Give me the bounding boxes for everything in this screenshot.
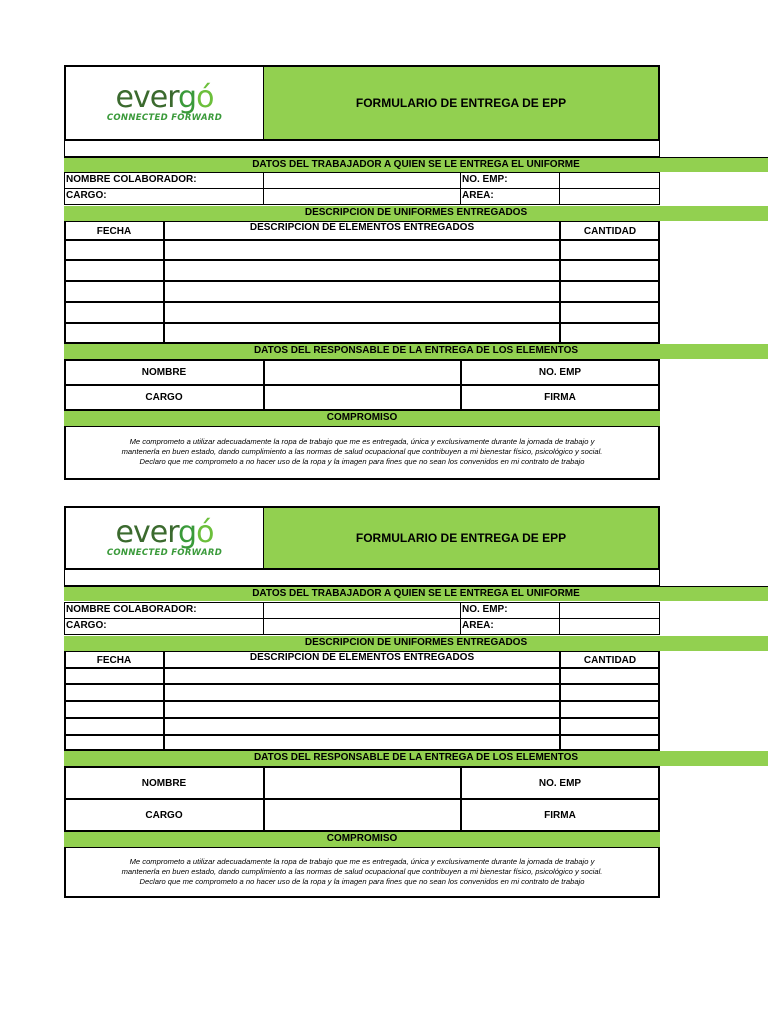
resp-firma-label: FIRMA (544, 392, 576, 403)
logo-tagline: CONNECTED FORWARD (106, 113, 223, 123)
epp-form-2 (64, 506, 660, 898)
evergo-logo (66, 508, 263, 568)
uniform-section-header: DESCRIPCION DE UNIFORMES ENTREGADOS (64, 206, 768, 221)
compromiso-header: COMPROMISO (64, 411, 660, 426)
compromiso-header: COMPROMISO (64, 832, 660, 847)
table-row[interactable] (64, 324, 660, 343)
nombre-colaborador-label: NOMBRE COLABORADOR: (64, 172, 264, 189)
compromiso-line: Me comprometo a utilizar adecuadamente la ropa de trabajo que me es entregada, única y exclusivamente durante la jornada de trabajo y (129, 437, 595, 446)
form-title: FORMULARIO DE ENTREGA DE EPP (263, 506, 660, 570)
compromiso-box (64, 426, 660, 480)
resp-no-emp-label: NO. EMP (538, 367, 582, 378)
no-emp-field[interactable] (559, 172, 660, 189)
table-row[interactable] (64, 303, 660, 322)
resp-nombre-label: NOMBRE (141, 777, 187, 789)
evergo-logo (66, 67, 263, 139)
col-cantidad-header: CANTIDAD (583, 225, 637, 237)
spacer-row (64, 141, 660, 157)
cargo-field[interactable] (263, 188, 461, 205)
table-row[interactable] (64, 719, 660, 734)
area-field[interactable] (559, 188, 660, 205)
table-row[interactable] (64, 261, 660, 280)
resp-nombre-field[interactable] (265, 361, 460, 384)
resp-firma-label: FIRMA (544, 809, 576, 821)
resp-nombre-field[interactable] (265, 768, 460, 798)
logo-tagline: CONNECTED FORWARD (106, 548, 223, 558)
cargo-field[interactable] (263, 618, 461, 635)
logo-cell (64, 506, 264, 570)
cargo-label: CARGO: (64, 618, 264, 635)
worker-section-header: DATOS DEL TRABAJADOR A QUIEN SE LE ENTREGA EL UNIFORME (64, 586, 768, 601)
responsible-section-header: DATOS DEL RESPONSABLE DE LA ENTREGA DE LOS ELEMENTOS (64, 344, 768, 359)
table-row[interactable] (64, 736, 660, 750)
no-emp-label: NO. EMP: (460, 602, 560, 619)
epp-form-1 (64, 65, 660, 480)
resp-cargo-label: CARGO (145, 392, 183, 403)
form-title: FORMULARIO DE ENTREGA DE EPP (263, 65, 660, 141)
cargo-label: CARGO: (64, 188, 264, 205)
no-emp-field[interactable] (559, 602, 660, 619)
compromiso-line: Me comprometo a utilizar adecuadamente la ropa de trabajo que me es entregada, única y exclusivamente durante la jornada de trabajo y (129, 857, 595, 866)
resp-cargo-field[interactable] (265, 386, 460, 409)
col-cantidad-header: CANTIDAD (583, 654, 637, 666)
uniform-section-header: DESCRIPCION DE UNIFORMES ENTREGADOS (64, 636, 768, 651)
no-emp-label: NO. EMP: (460, 172, 560, 189)
col-fecha-header: FECHA (96, 225, 132, 237)
resp-cargo-label: CARGO (145, 809, 183, 821)
nombre-colaborador-label: NOMBRE COLABORADOR: (64, 602, 264, 619)
table-row[interactable] (64, 702, 660, 717)
resp-nombre-label: NOMBRE (141, 367, 187, 378)
area-label: AREA: (460, 618, 560, 635)
logo-wordmark: evergó (115, 80, 214, 115)
compromiso-box (64, 847, 660, 898)
col-descripcion-header: DESCRIPCION DE ELEMENTOS ENTREGADOS (249, 651, 475, 663)
table-row[interactable] (64, 282, 660, 301)
table-row[interactable] (64, 669, 660, 683)
area-field[interactable] (559, 618, 660, 635)
resp-cargo-field[interactable] (265, 800, 460, 830)
worker-section-header: DATOS DEL TRABAJADOR A QUIEN SE LE ENTREGA EL UNIFORME (64, 157, 768, 172)
col-fecha-header: FECHA (96, 654, 132, 666)
nombre-colaborador-field[interactable] (263, 172, 461, 189)
area-label: AREA: (460, 188, 560, 205)
responsible-section-header: DATOS DEL RESPONSABLE DE LA ENTREGA DE LOS ELEMENTOS (64, 751, 768, 766)
resp-no-emp-label: NO. EMP (538, 777, 582, 789)
col-descripcion-header: DESCRIPCION DE ELEMENTOS ENTREGADOS (249, 221, 475, 233)
compromiso-line: Declaro que me comprometo a no hacer uso de la ropa y la imagen para fines que no sean los convenidos en mi contrato de trabajo (139, 877, 585, 886)
compromiso-line: mantenerla en buen estado, dando cumplimiento a las normas de salud ocupacional que contribuyen a mi bienestar físico, psicológico y social. (121, 447, 603, 456)
nombre-colaborador-field[interactable] (263, 602, 461, 619)
table-row[interactable] (64, 685, 660, 700)
spacer-row (64, 570, 660, 586)
logo-cell (64, 65, 264, 141)
compromiso-line: Declaro que me comprometo a no hacer uso de la ropa y la imagen para fines que no sean los convenidos en mi contrato de trabajo (139, 457, 585, 466)
table-row[interactable] (64, 241, 660, 259)
logo-wordmark: evergó (115, 515, 214, 550)
compromiso-line: mantenerla en buen estado, dando cumplimiento a las normas de salud ocupacional que contribuyen a mi bienestar físico, psicológico y social. (121, 867, 603, 876)
